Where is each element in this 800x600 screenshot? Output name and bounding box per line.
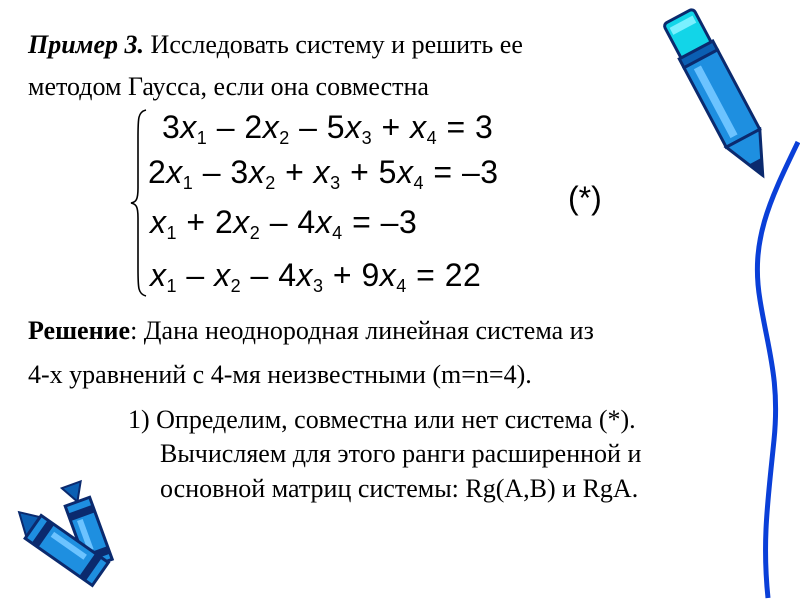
crayon-icon: [0, 510, 125, 595]
solution-intro: [28, 316, 594, 346]
system-mark: (*): [568, 180, 602, 216]
example-text: Исследовать систему и решить ее: [144, 30, 523, 59]
curve-decoration-icon: [740, 140, 800, 600]
example-text-continued: методом Гаусса, если она совместна: [28, 72, 429, 101]
solution-label: Решение: [28, 316, 131, 345]
system-brace-icon: [128, 108, 150, 298]
solution-text: : Дана неоднородная линейная система из: [130, 316, 594, 345]
step-1-line-2: Вычисляем для этого ранги расширенной и: [160, 439, 642, 468]
equation-4: $x_1 - x_2 - 4x_3 + 9x_4 = 22$: [150, 257, 482, 296]
example-title: [28, 30, 523, 60]
equation-2: $2x_1 - 3x_2 + x_3 + 5x_4 = -3$: [148, 154, 499, 193]
example-label: Пример 3.: [28, 30, 145, 59]
solution-text-continued: 4-х уравнений с 4-мя неизвестными (m=n=4).: [28, 360, 532, 389]
equation-3: $x_1 + 2x_2 - 4x_4 = -3$: [150, 204, 418, 243]
step-1-line-3: основной матриц системы: Rg(A,B) и RgA.: [160, 474, 639, 503]
step-1-line-1: 1) Определим, совместна или нет система (*).: [128, 405, 636, 434]
equation-1: $3x_1 - 2x_2 - 5x_3 + x_4 = 3$: [162, 109, 494, 148]
